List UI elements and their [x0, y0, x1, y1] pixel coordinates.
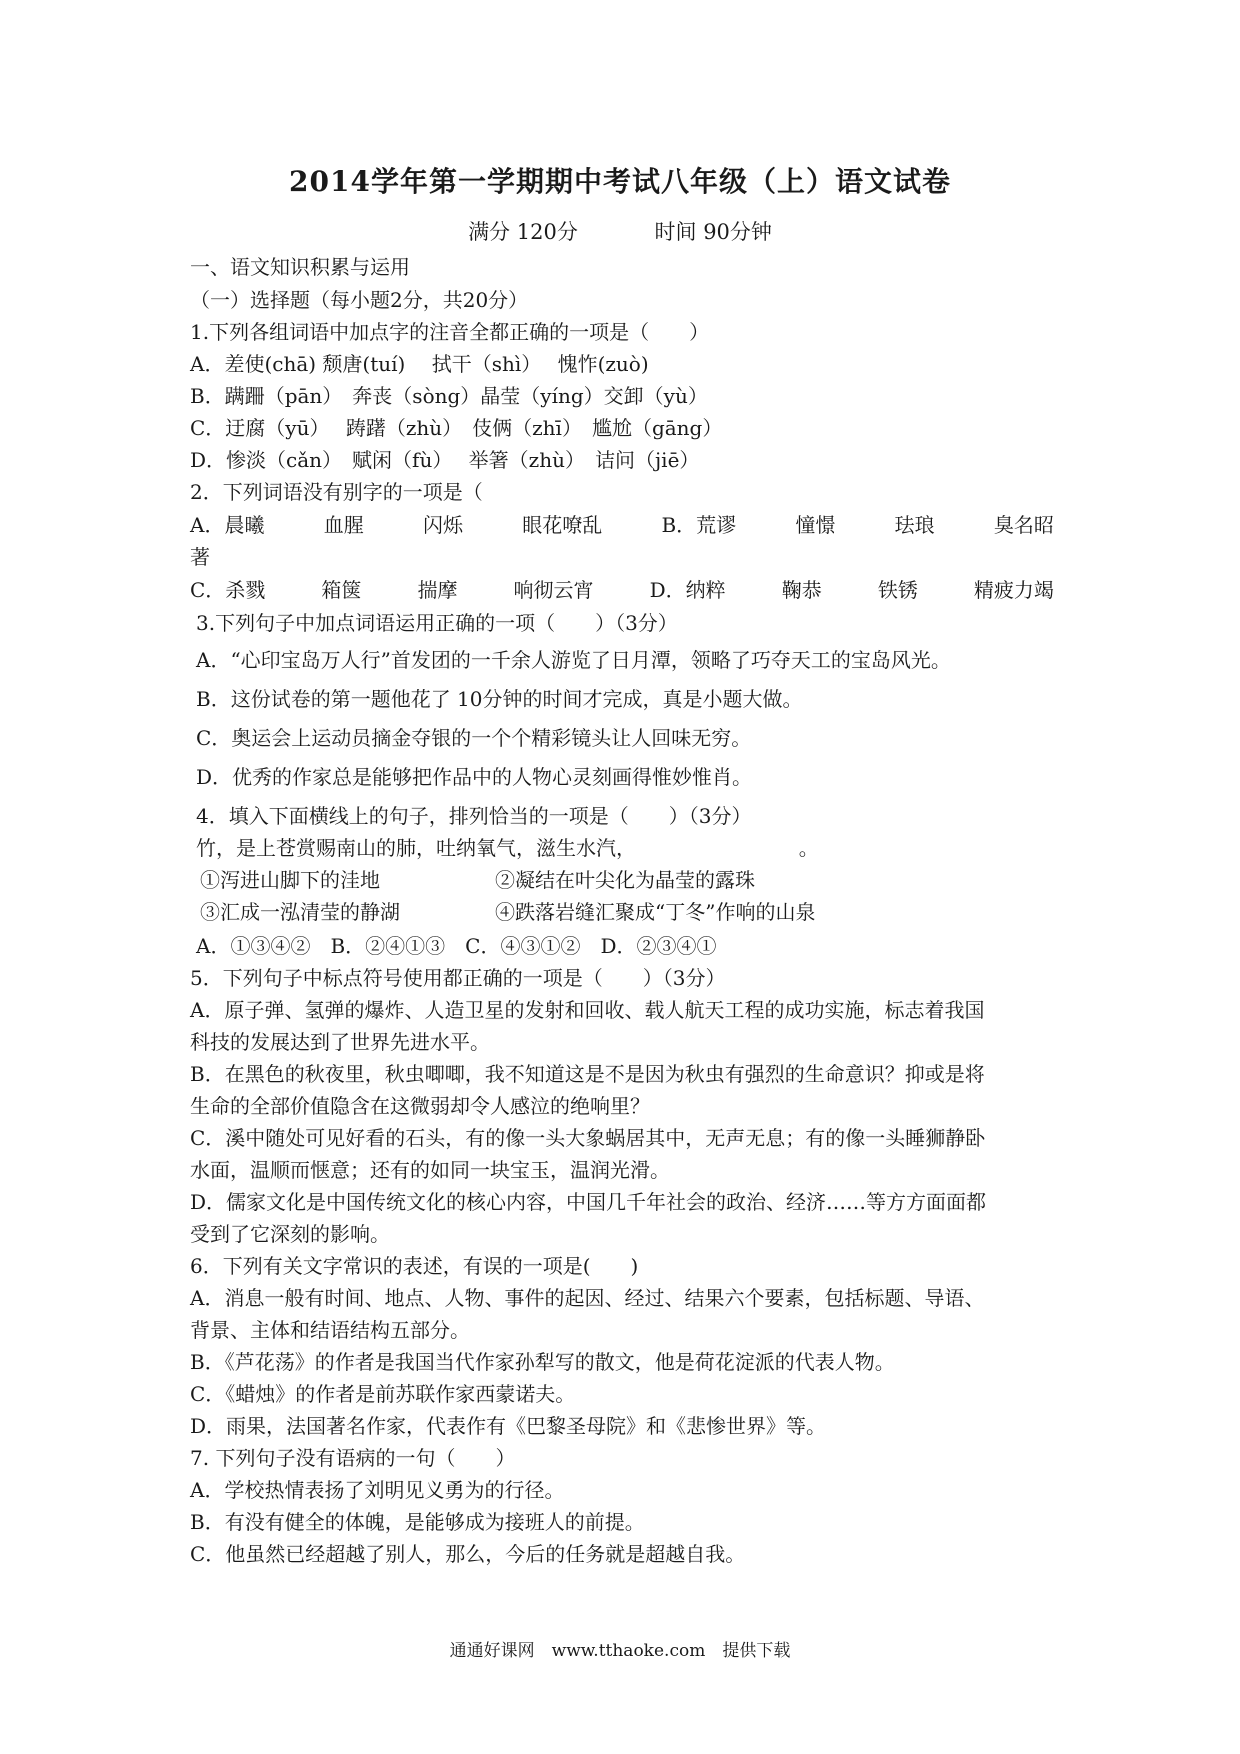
question-6-option-c: C．《蜡烛》的作者是前苏联作家西蒙诺夫。: [190, 1382, 576, 1406]
question-1-option-c: C．迂腐（yū） 踌躇（zhù） 伎俩（zhī） 尴尬（gāng）: [190, 416, 723, 440]
question-1-option-a: A．差使(chā) 颓唐(tuí) 拭干（shì） 愧怍(zuò): [190, 352, 649, 376]
question-5-option-a: A．原子弹、氢弹的爆炸、人造卫星的发射和回收、载人航天工程的成功实施，标志着我国: [190, 998, 985, 1022]
word-item: 铁锈: [877, 578, 918, 602]
word-item: 憧憬: [795, 513, 836, 537]
word-item: 闪烁: [422, 513, 463, 537]
word-item: 眼花嘹乱: [522, 513, 603, 537]
word-item: 响彻云宵: [513, 578, 594, 602]
question-4-passage: 竹，是上苍赏赐南山的肺，吐纳氧气，滋生水汽， 。: [196, 836, 819, 860]
question-5-option-c: C．溪中随处可见好看的石头，有的像一头大象蜗居其中，无声无息；有的像一头睡狮静卧: [190, 1126, 986, 1150]
question-2-stem: 2．下列词语没有别字的一项是（: [190, 480, 483, 504]
word-item: 揣摩: [417, 578, 458, 602]
word-item: D．纳粹: [649, 578, 726, 602]
question-1-stem: 1.下列各组词语中加点字的注音全都正确的一项是（ ）: [190, 320, 710, 344]
question-5-option-c-cont: 水面，温顺而惬意；还有的如同一块宝玉，温润光滑。: [190, 1158, 670, 1182]
word-item: A．晨曦: [190, 513, 265, 537]
word-item: 珐琅: [894, 513, 935, 537]
question-6-option-d: D．雨果，法国著名作家，代表作有《巴黎圣母院》和《悲惨世界》等。: [190, 1414, 827, 1438]
word-item: 箱箧: [321, 578, 362, 602]
section-heading: 一、语文知识积累与运用: [190, 255, 410, 279]
question-5-option-b: B．在黑色的秋夜里，秋虫唧唧，我不知道这是不是因为秋虫有强烈的生命意识？抑或是将: [190, 1062, 985, 1086]
question-3-stem: 3.下列句子中加点词语运用正确的一项（ ）（3分）: [196, 611, 678, 635]
question-5-stem: 5．下列句子中标点符号使用都正确的一项是（ ）（3分）: [190, 966, 726, 990]
question-4-option-3: ③汇成一泓清莹的静湖: [200, 900, 400, 924]
part-heading: （一）选择题（每小题2分，共20分）: [190, 288, 529, 312]
question-5-option-d-cont: 受到了它深刻的影响。: [190, 1222, 390, 1246]
page-title: 2014学年第一学期期中考试八年级（上）语文试卷: [289, 165, 951, 198]
question-1-option-b: B．蹒跚（pān） 奔丧（sòng）晶莹（yíng）交卸（yù）: [190, 384, 708, 408]
question-5-option-b-cont: 生命的全部价值隐含在这微弱却令人感泣的绝响里？: [190, 1094, 650, 1118]
question-2-wrap: 著: [190, 545, 210, 569]
question-7-stem: 7. 下列句子没有语病的一句（ ）: [190, 1446, 516, 1470]
question-4-answers: A．①③④② B．②④①③ C．④③①② D．②③④①: [196, 934, 717, 958]
question-7-option-b: B．有没有健全的体魄，是能够成为接班人的前提。: [190, 1510, 645, 1534]
question-6-option-a: A．消息一般有时间、地点、人物、事件的起因、经过、结果六个要素，包括标题、导语、: [190, 1286, 985, 1310]
question-3-option-c: C．奥运会上运动员摘金夺银的一个个精彩镜头让人回味无穷。: [196, 726, 752, 750]
word-item: B．荒谬: [661, 513, 737, 537]
question-4-option-1: ①泻进山脚下的洼地: [200, 868, 380, 892]
question-3-option-b: B．这份试卷的第一题他花了 10分钟的时间才完成，真是小题大做。: [196, 687, 803, 711]
question-4-stem: 4．填入下面横线上的句子，排列恰当的一项是（ ）（3分）: [196, 804, 752, 828]
question-1-option-d: D．惨淡（cǎn） 赋闲（fù） 举箸（zhù） 诘问（jiē）: [190, 448, 700, 472]
question-6-option-b: B．《芦花荡》的作者是我国当代作家孙犁写的散文，他是荷花淀派的代表人物。: [190, 1350, 895, 1374]
question-6-option-a-cont: 背景、主体和结语结构五部分。: [190, 1318, 470, 1342]
question-7-option-a: A．学校热情表扬了刘明见义勇为的行径。: [190, 1478, 565, 1502]
page-footer: 通通好课网 www.tthaoke.com 提供下载: [449, 1641, 791, 1661]
word-item: C．杀戮: [190, 578, 266, 602]
word-item: 血腥: [323, 513, 364, 537]
word-item: 臭名昭: [993, 513, 1054, 537]
full-score: 满分 120分: [468, 220, 578, 244]
word-item: 鞠恭: [781, 578, 822, 602]
word-item: 精疲力竭: [973, 578, 1054, 602]
exam-meta: [0, 216, 1240, 246]
question-4-option-4: ④跌落岩缝汇聚成“丁冬”作响的山泉: [495, 900, 816, 924]
exam-time: 时间 90分钟: [654, 220, 772, 244]
question-5-option-d: D．儒家文化是中国传统文化的核心内容，中国几千年社会的政治、经济……等方方面面都: [190, 1190, 987, 1214]
question-3-option-a: A．“心印宝岛万人行”首发团的一千余人游览了日月潭，领略了巧夺天工的宝岛风光。: [196, 648, 951, 672]
question-4-option-2: ②凝结在叶尖化为晶莹的露珠: [495, 868, 755, 892]
question-2-row-cd: [190, 578, 1054, 602]
question-2-row-ab: [190, 513, 1054, 537]
question-3-option-d: D．优秀的作家总是能够把作品中的人物心灵刻画得惟妙惟肖。: [196, 765, 753, 789]
question-7-option-c: C．他虽然已经超越了别人，那么，今后的任务就是超越自我。: [190, 1542, 746, 1566]
question-6-stem: 6．下列有关文字常识的表述，有误的一项是( ): [190, 1254, 639, 1278]
question-5-option-a-cont: 科技的发展达到了世界先进水平。: [190, 1030, 490, 1054]
